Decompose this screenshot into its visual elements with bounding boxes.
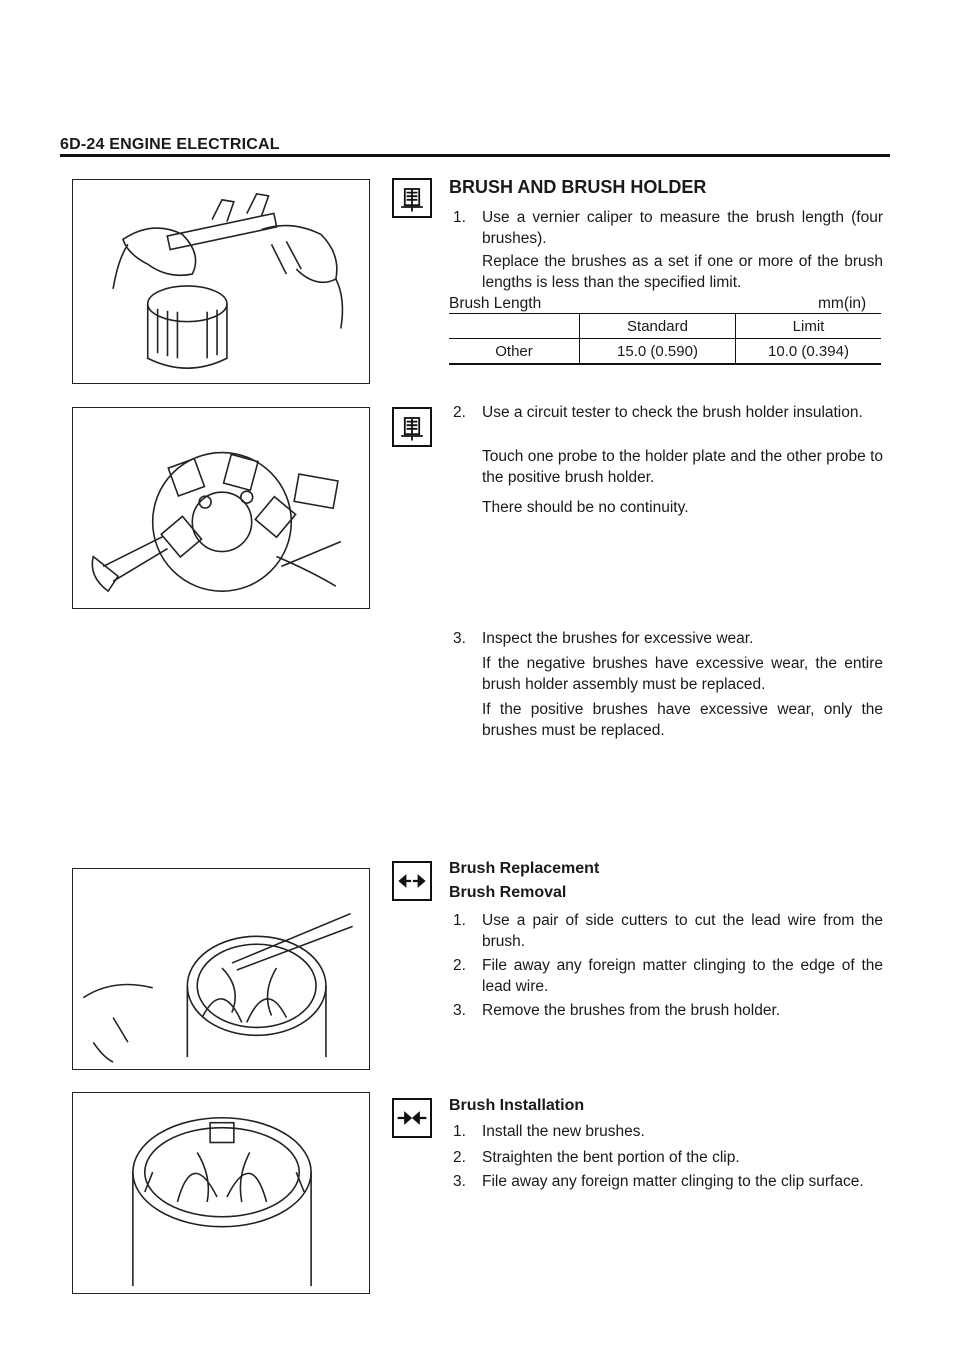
inspect-icon (392, 178, 432, 218)
brush-replacement-title: Brush Replacement (449, 860, 600, 877)
page-header-title: 6D-24 ENGINE ELECTRICAL (60, 136, 280, 153)
step-text: File away any foreign matter clinging to the clip surface. (482, 1173, 864, 1190)
step-3-note-1: If the negative brushes have excessive wear, the entire brush holder assembly must be replaced. (482, 655, 883, 693)
brush-installation-illustration (72, 1092, 370, 1294)
step-number: 2. (453, 957, 466, 974)
step-number: 3. (453, 1002, 466, 1019)
step-number: 3. (453, 630, 466, 647)
installation-step (453, 1171, 883, 1192)
table-cell: 15.0 (0.590) (580, 339, 736, 365)
header-rule (60, 154, 890, 157)
step-2 (453, 402, 883, 423)
removal-step (453, 1000, 883, 1021)
inspect-icon (392, 407, 432, 447)
step-number: 2. (453, 1149, 466, 1166)
remove-icon (392, 861, 432, 901)
step-number: 2. (453, 404, 466, 421)
step-text: Use a vernier caliper to measure the brush length (four brushes). (482, 209, 883, 247)
step-text: Use a pair of side cutters to cut the lead wire from the brush. (482, 912, 883, 950)
table-header-cell (449, 314, 580, 339)
removal-step (453, 910, 883, 952)
step-number: 1. (453, 912, 466, 929)
step-number: 3. (453, 1173, 466, 1190)
brush-length-unit: mm(in) (818, 295, 867, 312)
step-number: 1. (453, 209, 466, 226)
step-2-note-1: Touch one probe to the holder plate and the other probe to the positive brush holder. (482, 448, 883, 486)
table-row (449, 339, 881, 365)
brush-length-table (449, 313, 881, 365)
brush-removal-title: Brush Removal (449, 884, 567, 901)
step-2-note-2: There should be no continuity. (482, 499, 689, 516)
brush-removal-illustration (72, 868, 370, 1070)
step-number: 1. (453, 1123, 466, 1140)
install-icon (392, 1098, 432, 1138)
step-text: Remove the brushes from the brush holder. (482, 1002, 781, 1019)
step-text: Use a circuit tester to check the brush holder insulation. (482, 404, 863, 421)
step-3-note-2: If the positive brushes have excessive wear, only the brushes must be replaced. (482, 701, 883, 739)
step-1 (453, 207, 883, 249)
brush-installation-title: Brush Installation (449, 1097, 585, 1114)
step-text: Straighten the bent portion of the clip. (482, 1149, 740, 1166)
removal-step (453, 955, 883, 997)
circuit-tester-illustration (72, 407, 370, 609)
table-cell: Other (449, 339, 580, 365)
table-header-cell: Limit (736, 314, 882, 339)
caliper-measure-illustration (72, 179, 370, 384)
step-text: Inspect the brushes for excessive wear. (482, 630, 754, 647)
installation-step (453, 1147, 883, 1168)
table-header-cell: Standard (580, 314, 736, 339)
installation-step (453, 1121, 883, 1142)
table-header-row (449, 314, 881, 339)
section-title-brush-holder: BRUSH AND BRUSH HOLDER (449, 177, 707, 197)
brush-length-label: Brush Length (449, 295, 542, 312)
step-1-note: Replace the brushes as a set if one or more of the brush lengths is less than the specified limit. (482, 253, 883, 291)
step-3 (453, 628, 883, 649)
table-cell: 10.0 (0.394) (736, 339, 882, 365)
step-text: File away any foreign matter clinging to the edge of the lead wire. (482, 957, 883, 995)
step-text: Install the new brushes. (482, 1123, 645, 1140)
